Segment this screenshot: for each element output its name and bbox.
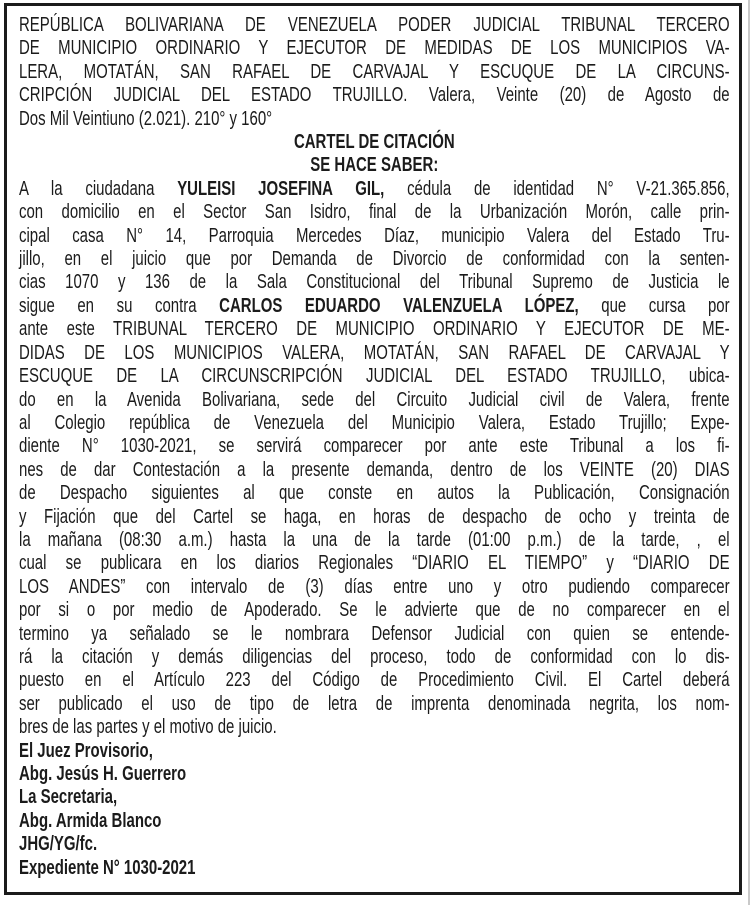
text-run: rá la citación y demás diligencias del proceso, todo de conformidad con lo dis- xyxy=(19,645,730,668)
signature-line xyxy=(19,740,730,763)
text-run: con domicilio en el Sector San Isidro, final de la Urbanización Morón, calle prin- xyxy=(19,201,730,224)
body-line xyxy=(19,225,730,248)
header-line xyxy=(19,61,730,84)
text-run: diente N° 1030-2021, se servirá comparecer por ante este Tribunal a los fi- xyxy=(19,435,730,458)
text-run: Dos Mil Veintiuno (2.021). 210° y 160° xyxy=(19,107,273,130)
text-run: de Despacho siguientes al que conste en autos la Publicación, Consignación xyxy=(19,482,730,505)
body-line xyxy=(19,248,730,271)
header-line xyxy=(19,37,730,60)
notice-subtitle: SE HACE SABER: xyxy=(310,154,439,177)
body-line xyxy=(19,646,730,669)
signature-line xyxy=(19,786,730,809)
text-run: sigue en su contra xyxy=(19,294,220,317)
body-paragraph xyxy=(19,178,730,740)
signature-line xyxy=(19,763,730,786)
text-run: jillo, en el juicio que por Demanda de Divorcio de conformidad con la senten- xyxy=(19,248,730,271)
signature-line xyxy=(19,833,730,856)
text-run: A la ciudadana xyxy=(19,177,178,200)
notice-title: CARTEL DE CITACIÓN xyxy=(293,131,455,154)
text-run: LOS ANDES” con intervalo de (3) días entre uno y otro pudiendo comparecer xyxy=(19,575,730,598)
text-run: cédula de identidad N° V-21.365.856, xyxy=(384,177,730,200)
text-run: La Secretaria, xyxy=(19,786,118,809)
body-line xyxy=(19,365,730,388)
body-line xyxy=(19,201,730,224)
body-line xyxy=(19,318,730,341)
body-line xyxy=(19,295,730,318)
text-run: El Juez Provisorio, xyxy=(19,739,153,762)
body-line xyxy=(19,669,730,692)
text-run: por si o por medio de Apoderado. Se le advierte que de no comparecer en el xyxy=(19,599,730,622)
text-run: termino ya señalado se le nombrara Defensor Judicial con quien se entende- xyxy=(19,622,730,645)
party-name-bold-run: YULEISI JOSEFINA GIL, xyxy=(177,177,385,200)
body-line xyxy=(19,693,730,716)
body-line xyxy=(19,178,730,201)
text-run: do en la Avenida Bolivariana, sede del Circuito Judicial civil de Valera, frente xyxy=(19,388,730,411)
header-line xyxy=(19,14,730,37)
text-run: cual se publicara en los diarios Regionales “DIARIO EL TIEMPO” y “DIARIO DE xyxy=(19,552,730,575)
body-line xyxy=(19,435,730,458)
text-run: Abg. Jesús H. Guerrero xyxy=(19,763,187,785)
text-run: LERA, MOTATÁN, SAN RAFAEL DE CARVAJAL Y ESCUQUE DE LA CIRCUNS- xyxy=(19,60,730,83)
text-run: REPÚBLICA BOLIVARIANA DE VENEZUELA PODER JUDICIAL TRIBUNAL TERCERO xyxy=(19,14,730,36)
signature-block xyxy=(19,740,730,880)
text-run: que cursa por xyxy=(578,294,730,317)
text-run: al Colegio república de Venezuela del Municipio Valera, Estado Trujillo; Expe- xyxy=(19,411,730,434)
text-run: la mañana (08:30 a.m.) hasta la una de la tarde (01:00 p.m.) de la tarde, , el xyxy=(19,528,730,551)
body-line xyxy=(19,529,730,552)
body-line xyxy=(19,389,730,412)
header-paragraph xyxy=(19,14,730,131)
body-line xyxy=(19,271,730,294)
text-run: puesto en el Artículo 223 del Código de Procedimiento Civil. El Cartel deberá xyxy=(19,669,730,692)
header-line xyxy=(19,108,730,131)
body-line xyxy=(19,599,730,622)
text-run: Abg. Armida Blanco xyxy=(19,809,162,832)
text-run: ser publicado el uso de tipo de letra de imprenta denominada negrita, los nom- xyxy=(19,692,730,715)
body-line xyxy=(19,342,730,365)
notice-content xyxy=(19,14,730,880)
text-run: DE MUNICIPIO ORDINARIO Y EJECUTOR DE MEDIDAS DE LOS MUNICIPIOS VA- xyxy=(19,37,730,60)
text-run: JHG/YG/fc. xyxy=(19,833,98,856)
body-line xyxy=(19,576,730,599)
body-line xyxy=(19,552,730,575)
body-line xyxy=(19,482,730,505)
text-run: y Fijación que del Cartel se haga, en horas de despacho de ocho y treinta de xyxy=(19,505,730,528)
text-run: DIDAS DE LOS MUNICIPIOS VALERA, MOTATÁN, SAN RAFAEL DE CARVAJAL Y xyxy=(19,341,730,364)
party-name-bold-run: CARLOS EDUARDO VALENZUELA LÓPEZ, xyxy=(219,294,579,317)
text-run: bres de las partes y el motivo de juicio. xyxy=(19,716,277,739)
body-line xyxy=(19,716,730,739)
body-line xyxy=(19,459,730,482)
header-line xyxy=(19,84,730,107)
body-line xyxy=(19,623,730,646)
notice-border-box xyxy=(4,3,742,895)
signature-line xyxy=(19,857,730,880)
text-run: cipal casa N° 14, Parroquia Mercedes Díaz, municipio Valera del Estado Tru- xyxy=(19,224,730,247)
text-run: ante este TRIBUNAL TERCERO DE MUNICIPIO ORDINARIO Y EJECUTOR DE ME- xyxy=(19,318,730,341)
signature-line xyxy=(19,810,730,833)
body-line xyxy=(19,506,730,529)
body-line xyxy=(19,412,730,435)
text-run: CRIPCIÓN JUDICIAL DEL ESTADO TRUJILLO. Valera, Veinte (20) de Agosto de xyxy=(19,84,730,107)
text-run: cias 1070 y 136 de la Sala Constitucional del Tribunal Supremo de Justicia le xyxy=(19,271,730,294)
text-run: ESCUQUE DE LA CIRCUNSCRIPCIÓN JUDICIAL DEL ESTADO TRUJILLO, ubica- xyxy=(19,365,730,388)
text-run: Expediente N° 1030-2021 xyxy=(19,856,196,879)
text-run: nes de dar Contestación a la presente demanda, dentro de los VEINTE (20) DIAS xyxy=(19,458,730,481)
